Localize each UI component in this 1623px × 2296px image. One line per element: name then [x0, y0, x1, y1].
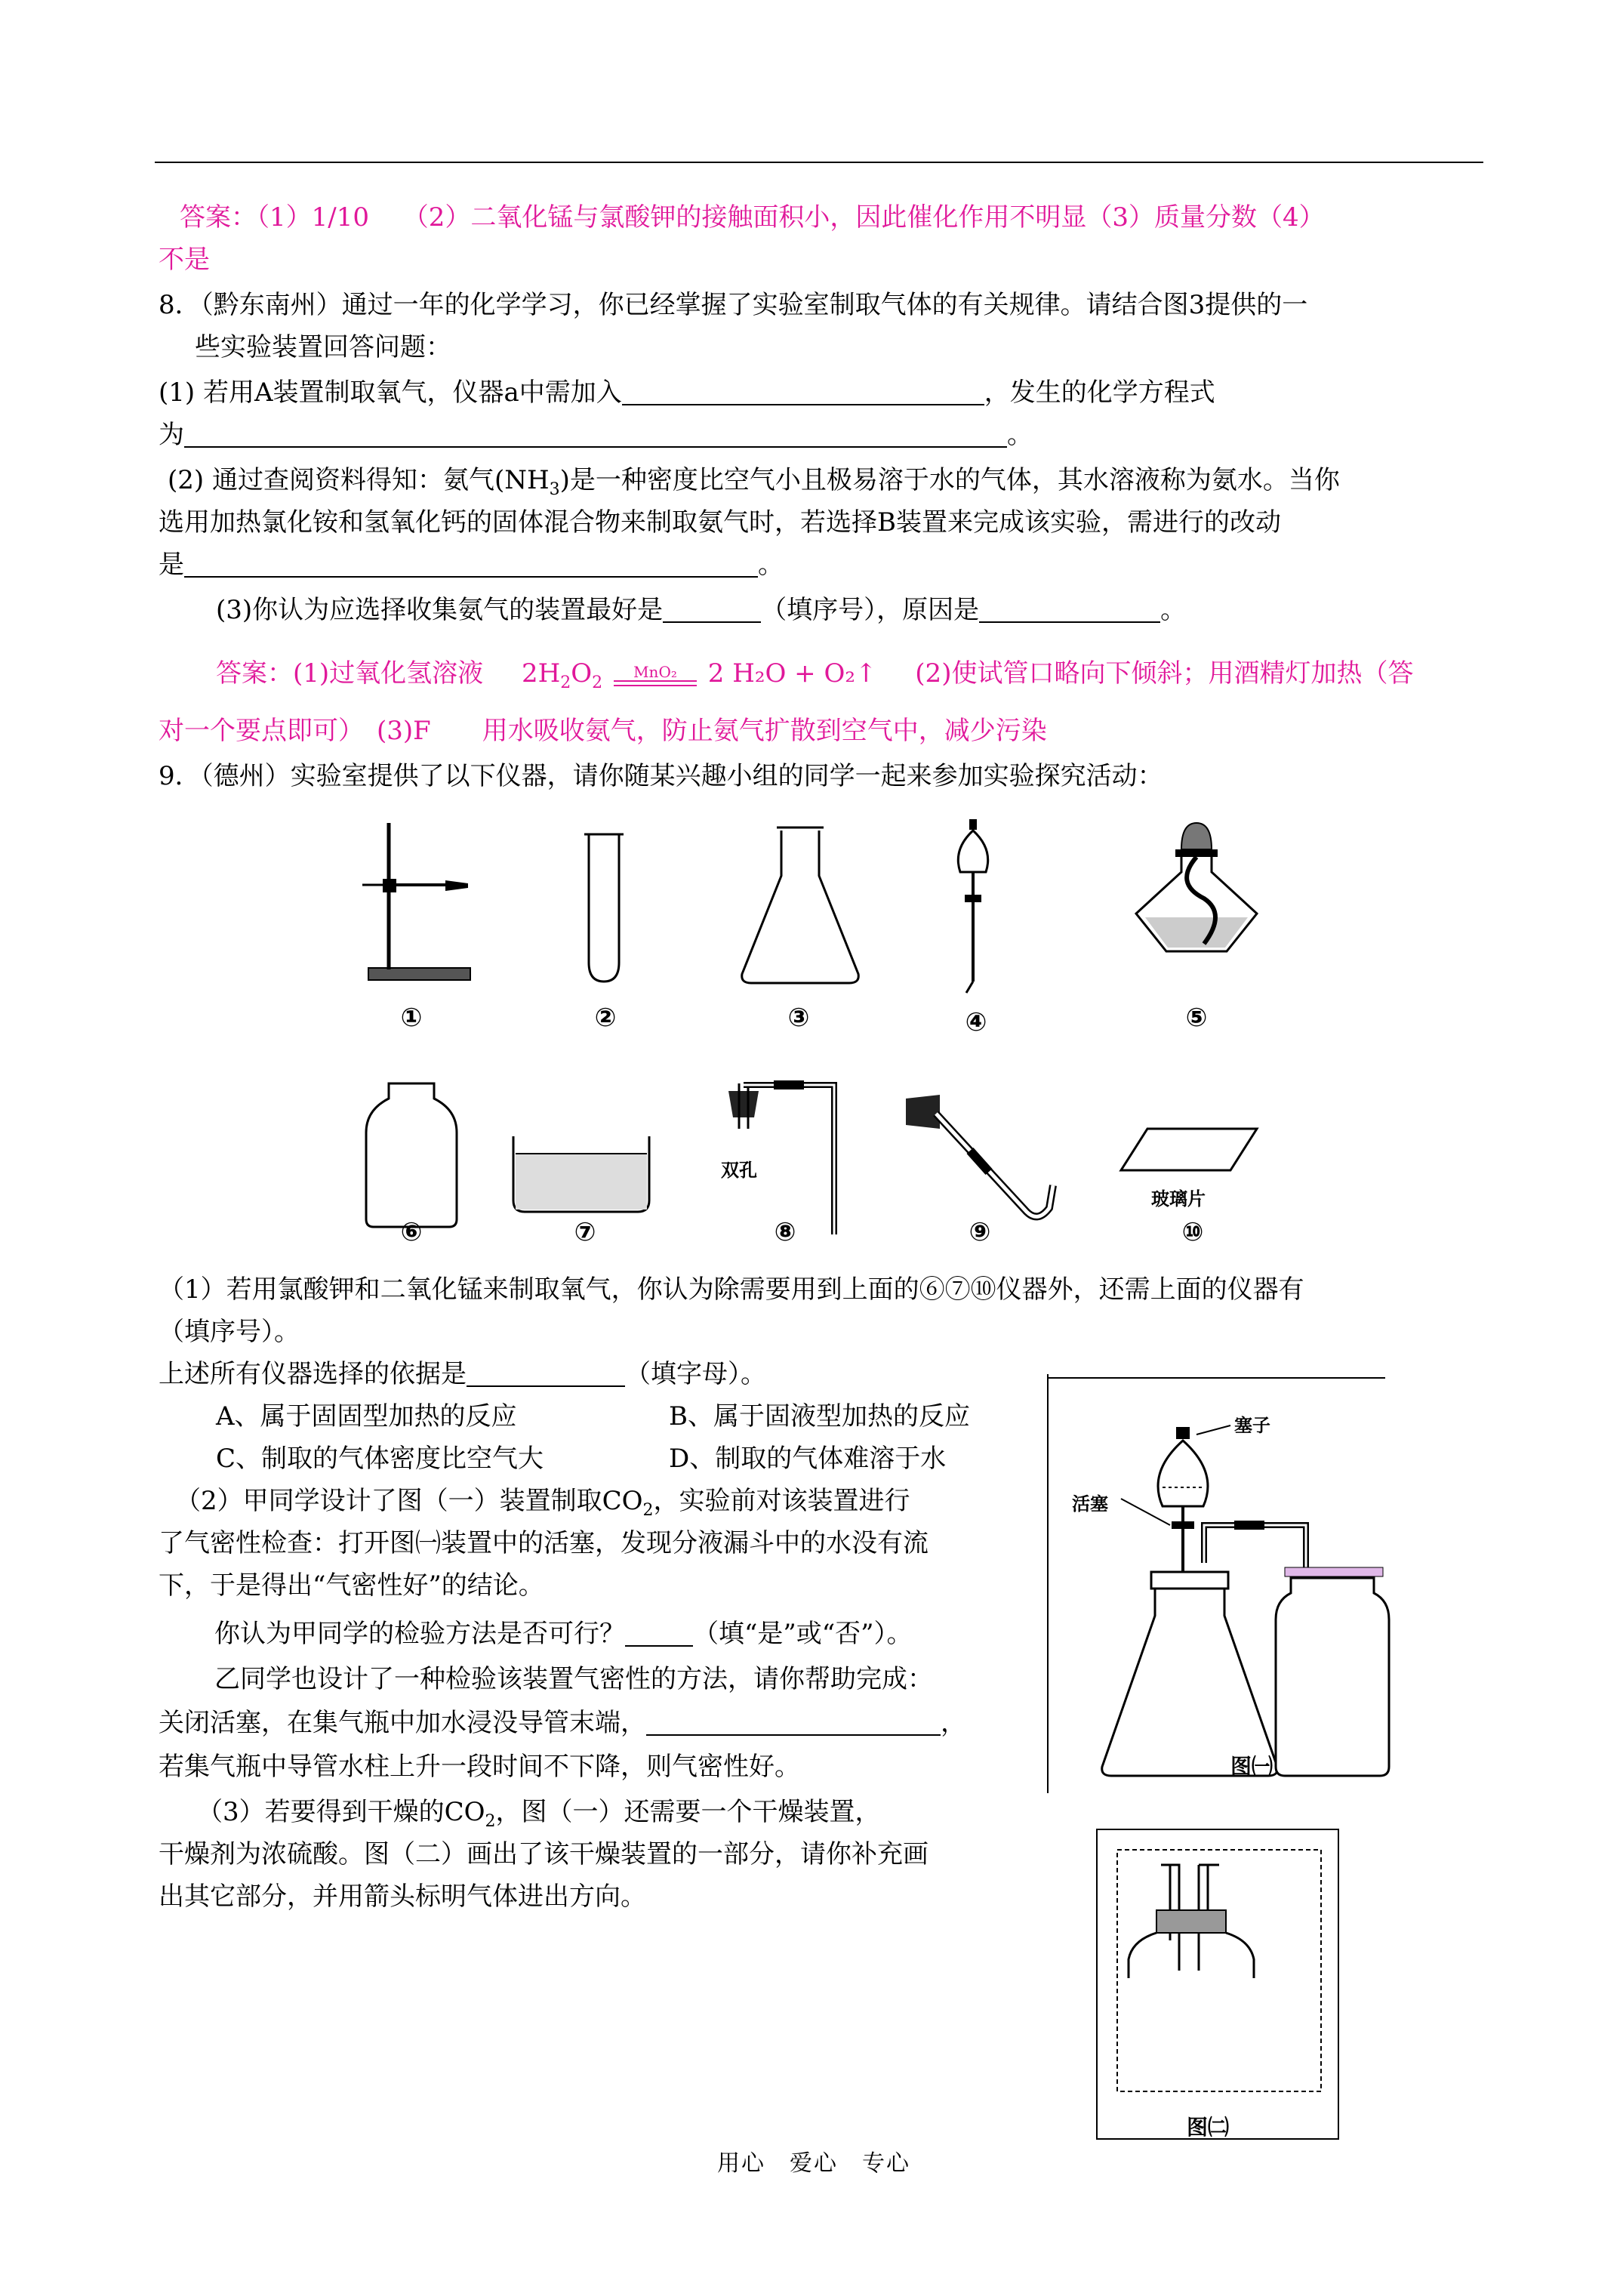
q9-part2-line2: 了气密性检查：打开图㈠装置中的活塞，发现分液漏斗中的水没有流 [159, 1528, 929, 1558]
q8-part3-blank1[interactable] [663, 594, 761, 623]
q8-stem-line1: 8．（黔东南州）通过一年的化学学习，你已经掌握了实验室制取气体的有关规律。请结合图3提供的一 [159, 290, 1308, 320]
q9-part2-blank2[interactable] [646, 1707, 941, 1736]
conical-flask-icon [736, 823, 864, 989]
q9-part2-line1 [175, 1483, 910, 1529]
q9-part3-text-a: （3）若要得到干燥的CO [159, 1797, 485, 1827]
q8-stem-line2: 些实验装置回答问题： [195, 332, 451, 362]
prev-answer-line1: 答案：（1）1/10 （2）二氧化锰与氯酸钾的接触面积小，因此催化作用不明显（3）质量分数（4） [180, 202, 1325, 233]
q9-part1-line1: （1）若用氯酸钾和二氧化锰来制取氧气，你认为除需要用到上面的⑥⑦⑩仪器外，还需上面的仪器有 [159, 1274, 1304, 1305]
option-a: A、属于固固型加热的反应 [216, 1401, 517, 1432]
q9-basis-text-b: （填字母）。 [625, 1359, 766, 1389]
q8-part3-blank2[interactable] [979, 594, 1160, 623]
q8-part3-text-b: （填序号），原因是 [761, 595, 980, 625]
fig1-stopper-label: 塞子 [1234, 1415, 1270, 1436]
q8-part1-blank1[interactable] [622, 377, 984, 405]
q8-part2-text-b: )是一种密度比空气小且极易溶于水的气体，其水溶液称为氨水。当你 [559, 465, 1340, 495]
gas-collecting-bottle-icon [359, 1080, 464, 1231]
label-10: ⑩ [1181, 1217, 1204, 1247]
q9-basis-text-a: 上述所有仪器选择的依据是 [159, 1359, 467, 1389]
label-9: ⑨ [969, 1217, 991, 1247]
fig1-valve-label: 活塞 [1072, 1493, 1108, 1515]
q8-part2-text-a: (2) 通过查阅资料得知：氨气(NH [168, 465, 550, 495]
q9-part1-line2: （填序号）。 [159, 1317, 300, 1347]
label-shuangkong: 双孔 [721, 1160, 757, 1181]
label-2: ② [594, 1003, 617, 1033]
q8-part2-end: 。 [758, 550, 784, 580]
q8-part2-line2: 选用加热氯化铵和氢氧化钙的固体混合物来制取氨气时，若选择B装置来完成该实验，需进行的改动 [159, 507, 1281, 538]
separatory-funnel-icon [944, 815, 1004, 997]
q8-answer-line2: 对一个要点即可） (3)F 用水吸收氨气，防止氨气扩散到空气中，减少污染 [159, 716, 1047, 746]
equation-right: 2 H₂O + O₂↑ [707, 658, 877, 689]
q8-part2-line3 [159, 547, 784, 583]
label-6: ⑥ [400, 1217, 423, 1247]
q9-part2-line5: 乙同学也设计了一种检验该装置气密性的方法，请你帮助完成： [189, 1664, 933, 1694]
q9-part3-line2: 干燥剂为浓硫酸。图（二）画出了该干燥装置的一部分，请你补充画 [159, 1839, 929, 1869]
figure-2-apparatus [1095, 1827, 1344, 2144]
label-8: ⑧ [774, 1217, 796, 1247]
q9-part2-blank1[interactable] [625, 1618, 693, 1647]
q9-basis-line [159, 1356, 766, 1392]
q8-answer-line1: 答案：(1)过氧化氢溶液 $2H_2O_2$ MnO₂ 2 H₂O + O₂↑ (2)使试管口略向下倾斜；用酒精灯加热（答 [216, 658, 1414, 692]
q8-part3-line [216, 592, 1186, 628]
co2-subscript-2: 2 [485, 1811, 496, 1831]
option-b: B、属于固液型加热的反应 [669, 1401, 970, 1432]
label-bolipian: 玻璃片 [1151, 1188, 1206, 1210]
q8-part1-blank2[interactable] [184, 419, 1007, 448]
q9-stem: 9．（德州）实验室提供了以下仪器，请你随某兴趣小组的同学一起来参加实验探究活动： [159, 761, 1163, 791]
q9-part2-comma: ， [941, 1708, 966, 1738]
option-c: C、制取的气体密度比空气大 [216, 1444, 544, 1474]
q9-part2-line3: 下，于是得出“气密性好”的结论。 [159, 1570, 544, 1601]
q9-part2-line4 [189, 1616, 913, 1652]
q8-part3-text-a: (3)你认为应选择收集氨气的装置最好是 [216, 595, 664, 625]
figure-1-apparatus [1042, 1374, 1389, 1797]
alcohol-lamp-icon [1129, 815, 1264, 966]
q8-part1-text-c: 为 [159, 420, 184, 450]
q9-part3-text-b: ，图（一）还需要一个干燥装置， [495, 1797, 881, 1827]
glass-slide-icon [1117, 1125, 1261, 1178]
nh3-subscript: 3 [549, 479, 560, 499]
q8-part1-end: 。 [1007, 420, 1033, 450]
q8-answer-text-b: (2)使试管口略向下倾斜；用酒精灯加热（答 [915, 658, 1414, 689]
q8-part3-end: 。 [1160, 595, 1187, 625]
equation-catalyst: MnO₂ [633, 663, 677, 681]
label-7: ⑦ [574, 1217, 596, 1247]
label-5: ⑤ [1185, 1003, 1208, 1033]
test-tube-icon [581, 831, 627, 989]
page-footer: 用心 爱心 专心 [717, 2150, 910, 2177]
q8-part2-blank[interactable] [184, 549, 758, 578]
iron-stand-icon [355, 815, 483, 989]
q8-part2-text-c: 是 [159, 550, 184, 580]
fig1-caption: 图㈠ [1230, 1754, 1273, 1779]
equation-arrow [614, 664, 697, 686]
q9-part2-text-b: ，实验前对该装置进行 [653, 1486, 910, 1516]
q9-part2-line6 [159, 1705, 966, 1741]
q8-part1-line2 [159, 417, 1033, 453]
q8-part1-line1 [159, 374, 1215, 411]
q9-part2-text-a: （2）甲同学设计了图（一）装置制取CO [175, 1486, 643, 1516]
q9-part3-line1 [159, 1794, 881, 1840]
option-d: D、制取的气体难溶于水 [669, 1444, 947, 1474]
header-rule [155, 162, 1483, 163]
label-1: ① [400, 1003, 423, 1033]
q9-part2-question: 你认为甲同学的检验方法是否可行？ [189, 1619, 625, 1649]
q8-part2-line1 [168, 462, 1340, 508]
label-3: ③ [787, 1003, 810, 1033]
label-4: ④ [965, 1007, 987, 1037]
prev-answer-line2: 不是 [159, 245, 210, 275]
q8-answer-text-a: 答案：(1)过氧化氢溶液 [216, 658, 484, 689]
q8-part1-text-a: (1) 若用A装置制取氧气，仪器a中需加入 [159, 378, 622, 408]
q9-part3-line3: 出其它部分，并用箭头标明气体进出方向。 [159, 1881, 646, 1912]
q9-part2-line7: 若集气瓶中导管水柱上升一段时间不下降，则气密性好。 [159, 1752, 800, 1782]
water-trough-icon [510, 1133, 653, 1216]
fig2-caption: 图㈡ [1187, 2115, 1230, 2140]
q9-part2-hint: （填“是”或“否”）。 [693, 1619, 913, 1649]
delivery-tube-icon [898, 1087, 1064, 1231]
equation-left: 2H [521, 658, 561, 689]
q8-part1-text-b: ，发生的化学方程式 [984, 378, 1215, 408]
q9-basis-blank[interactable] [467, 1358, 625, 1387]
co2-subscript: 2 [642, 1500, 654, 1520]
q9-part2-text-c: 关闭活塞，在集气瓶中加水浸没导管末端， [159, 1708, 646, 1738]
